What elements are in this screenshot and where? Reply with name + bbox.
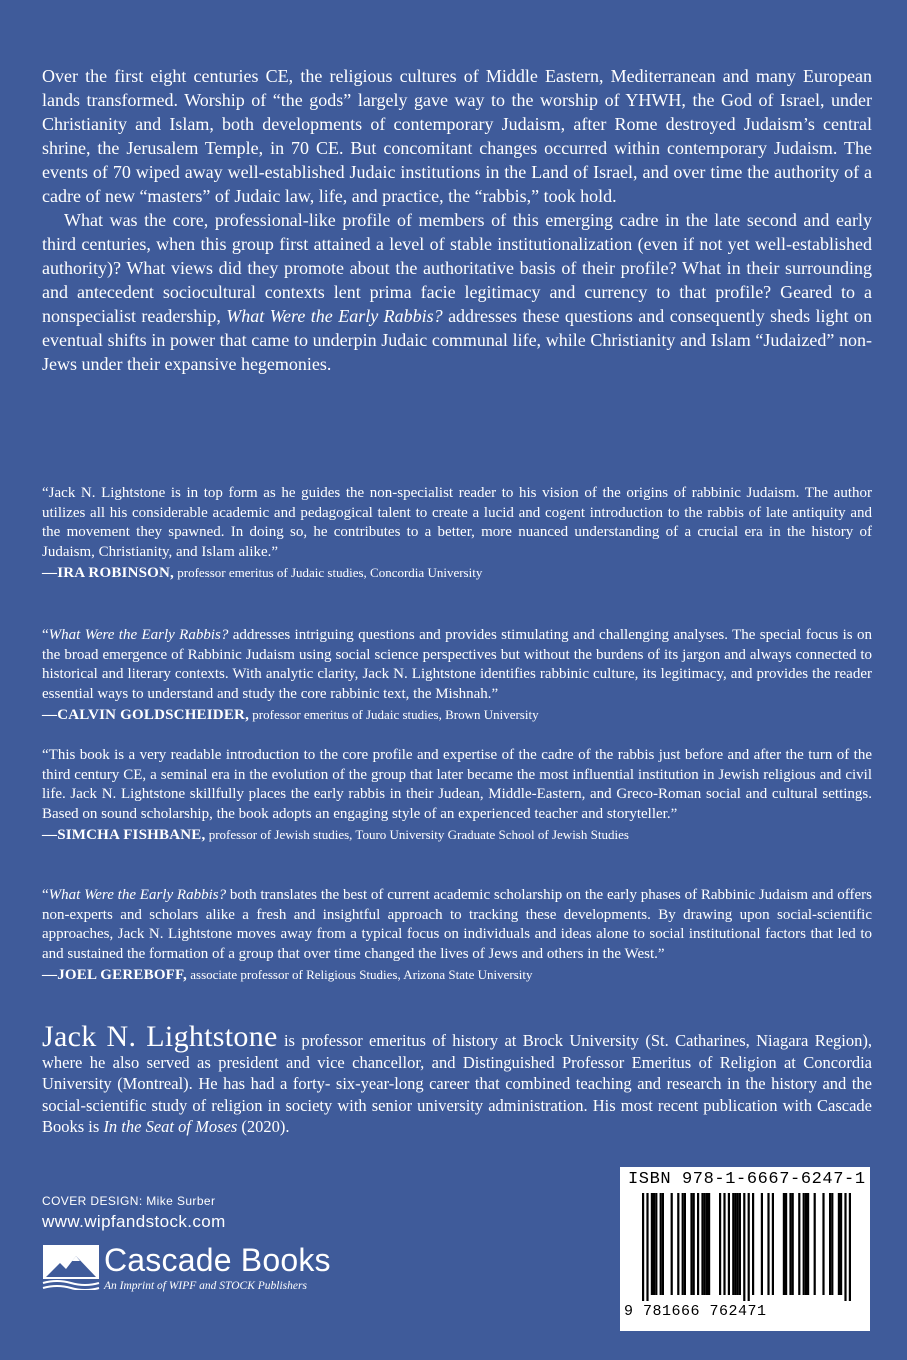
barcode-bar [704, 1193, 706, 1295]
author-name: Jack N. Lightstone [42, 1020, 278, 1053]
barcode-bar [706, 1193, 708, 1295]
publisher-website: www.wipfandstock.com [42, 1212, 226, 1231]
barcode-bar [728, 1193, 730, 1295]
endorser-affiliation: professor of Jewish studies, Touro University Graduate School of Jewish Studies [205, 827, 629, 842]
barcode-bar [814, 1193, 816, 1295]
blurb-paragraph-2 [42, 208, 872, 376]
barcode-bar [684, 1193, 686, 1295]
blurb-p2-start: What was the core, professional-like profile of members of this emerging cadre in the late second and early third centuries, when this group first attained a level of stable institutionalization (even if not yet well-established authority)? What views did they promote about the authoritative basis of their profile? What in their surrounding and antecedent sociocultural contexts lent prima facie legitimacy and currency to that profile? Geared to a nonspecialist readership, [42, 210, 872, 326]
endorsement-2 [42, 626, 872, 724]
blurb-paragraph-1: Over the first eight centuries CE, the religious cultures of Middle Eastern, Mediterranean and many European lands transformed. Worship of “the gods” largely gave way to the worship of YHWH, the God of Israel, under Christianity and Islam, both developments of contemporary Judaism, after Rome destroyed Judaism’s central shrine, the Jerusalem Temple, in 70 CE. But concomitant changes occurred within contemporary Judaism. The events of 70 wiped away well-established Judaic institutions in the Land of Israel, and over time the authority of a cadre of new “masters” of Judaic law, life, and practice, the “rabbis,” took hold. [42, 66, 872, 206]
barcode-bar [646, 1193, 648, 1301]
barcode-bar [785, 1193, 787, 1295]
endorsement-attribution [42, 564, 872, 582]
barcode-bar [642, 1193, 644, 1301]
barcode-bar [701, 1193, 703, 1295]
barcode-bar [789, 1193, 791, 1295]
barcode-bar [803, 1193, 805, 1295]
blurb-p2-end: addresses these questions and consequently sheds light on eventual shifts in power that came to underpin Judaic communal life, while Christianity and Islam “Judaized” non-Jews under their expansive hegemonies. [42, 306, 872, 374]
barcode-bar [690, 1193, 692, 1295]
barcode-bar [805, 1193, 807, 1295]
endorsement-attribution [42, 706, 872, 724]
barcode-bar [829, 1193, 831, 1295]
mountain-logo-icon [42, 1244, 100, 1290]
barcode-bar [732, 1193, 734, 1295]
barcode-bar [831, 1193, 833, 1295]
barcode-bar [653, 1193, 655, 1295]
barcode-bar [723, 1193, 725, 1295]
credits [42, 1194, 402, 1232]
publisher-logo-block [42, 1244, 402, 1304]
barcode-bar [767, 1193, 769, 1295]
endorsement-attribution [42, 826, 872, 844]
barcode-digits: 9 781666 762471 [624, 1303, 767, 1320]
barcode-bar [697, 1193, 699, 1295]
barcode-bar [792, 1193, 794, 1295]
endorser-name: —JOEL GEREBOFF, [42, 967, 187, 983]
barcode-bar [840, 1193, 842, 1295]
endorser-name: —IRA ROBINSON, [42, 565, 174, 581]
endorser-affiliation: professor emeritus of Judaic studies, Brown University [249, 707, 539, 722]
barcode-bar [734, 1193, 736, 1295]
barcode-bar [844, 1193, 846, 1301]
publisher-imprint: An Imprint of WIPF and STOCK Publishers [104, 1280, 307, 1292]
endorser-name: —CALVIN GOLDSCHEIDER, [42, 707, 250, 723]
endorsement-3 [42, 746, 872, 844]
barcode-bar [849, 1193, 851, 1301]
isbn-label: ISBN 978-1-6667-6247-1 [628, 1170, 866, 1189]
blurb-book-title: What Were the Early Rabbis? [226, 306, 443, 326]
barcode-bar [752, 1193, 754, 1295]
barcode-bar [737, 1193, 739, 1295]
isbn-barcode [620, 1167, 870, 1331]
endorsement-quote: “What Were the Early Rabbis? addresses intriguing questions and provides stimulating and challenging analyses. The special focus is on the broad emergence of Rabbinic Judaism using social science perspectives but without the burdens of its jargon and always connected to historical and literary contexts. With analytic clarity, Jack N. Lightstone identifies rabbinic culture, its legitimacy, and provides the reader essential ways to understand and study the core rabbinic text, the Mishnah.” [42, 627, 872, 702]
barcode-bar [660, 1193, 662, 1295]
barcode-bar [719, 1193, 721, 1295]
barcode-bar [708, 1193, 710, 1295]
endorsement-quote: “Jack N. Lightstone is in top form as he guides the non-specialist reader to his vision of the origins of rabbinic Judaism. The author utilizes all his considerable academic and pedagogical talent to create a lucid and cogent introduction to the rabbis of late antiquity and the movement they spawned. In doing so, he contributes to a better, more nuanced understanding of a crucial era in the history of Judaism, Christianity, and Islam alike.” [42, 485, 872, 560]
back-cover-blurb [42, 64, 872, 376]
barcode-bar [822, 1193, 824, 1295]
endorser-affiliation: associate professor of Religious Studies, Arizona State University [186, 967, 533, 982]
barcode-bar [743, 1193, 745, 1301]
endorser-affiliation: professor emeritus of Judaic studies, Concordia University [174, 565, 483, 580]
barcode-bar [677, 1193, 679, 1295]
endorser-name: —SIMCHA FISHBANE, [42, 827, 206, 843]
cover-design-credit: COVER DESIGN: Mike Surber [42, 1194, 216, 1208]
author-bio [42, 1020, 872, 1138]
barcode-bar [748, 1193, 750, 1301]
bio-tail: (2020). [237, 1117, 290, 1136]
barcode-bar [772, 1193, 774, 1295]
barcode-bar [651, 1193, 653, 1295]
endorsement-4 [42, 886, 872, 984]
endorsement-quote: “This book is a very readable introduction to the core profile and expertise of the cadre of the rabbis just before and after the turn of the third century CE, a seminal era in the evolution of the group that later became the most influential institution in Jewish religious and civil life. Jack N. Lightstone skillfully places the early rabbis in their Judean, Middle-Eastern, and Greco-Roman social and cultural settings. Based on sound scholarship, the book adopts an engaging style of an experienced teacher and storyteller.” [42, 747, 872, 822]
barcode-bar [838, 1193, 840, 1295]
barcode-bars [628, 1193, 862, 1301]
endorsement-1 [42, 484, 872, 582]
barcode-bar [807, 1193, 809, 1295]
barcode-bar [682, 1193, 684, 1295]
endorsement-quote: “What Were the Early Rabbis? both translates the best of current academic scholarship on the early phases of Rabbinic Judaism and offers non-experts and scholars alike a fresh and insightful approach to tracking these developments. By drawing upon social-scientific approaches, Jack N. Lightstone moves away from a typical focus on individuals and ideas alone to social institutional factors that led to and sustained the formation of a group that over time changed the lives of Jews and others in the West.” [42, 887, 872, 962]
barcode-bar [798, 1193, 800, 1295]
bio-text: is professor emeritus of history at Brock University (St. Catharines, Niagara Region), where he also served as president and vice chancellor, and Distinguished Professor Emeritus of Religion at Concordia University (Montreal). He has had a forty- six-year-long career that combined teaching and research in the history and the social-scientific study of religion in society with senior university administration. His most recent publication with Cascade Books is [42, 1031, 872, 1136]
publisher-name: Cascade Books [104, 1242, 331, 1278]
barcode-bar [739, 1193, 741, 1295]
endorsement-attribution [42, 966, 872, 984]
barcode-bar [671, 1193, 673, 1295]
barcode-bar [662, 1193, 664, 1295]
barcode-bar [693, 1193, 695, 1295]
barcode-bar [783, 1193, 785, 1295]
bio-book-title: In the Seat of Moses [103, 1117, 238, 1136]
barcode-bar [761, 1193, 763, 1295]
barcode-bar [655, 1193, 657, 1295]
